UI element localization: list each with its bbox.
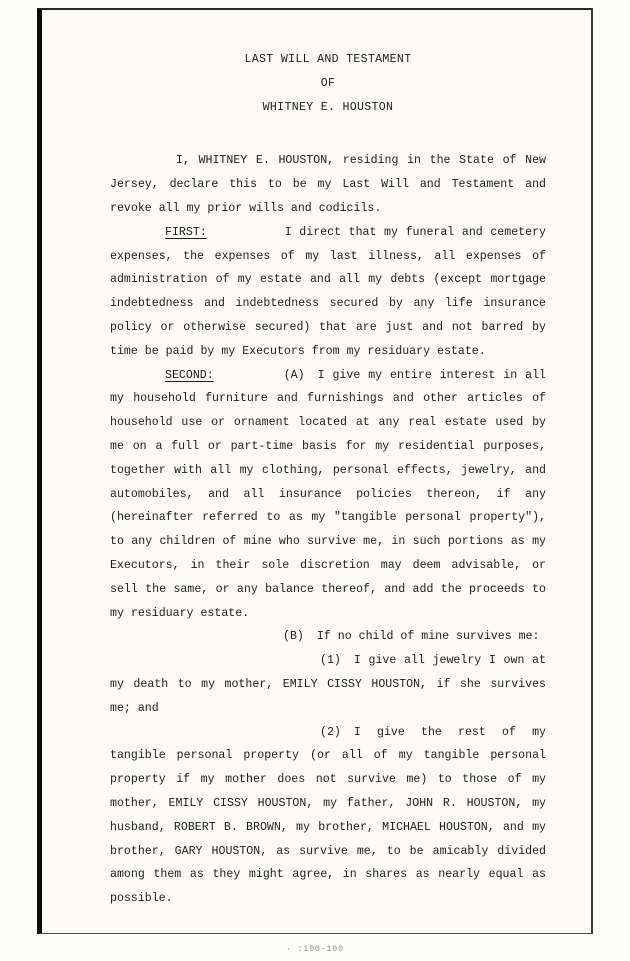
paragraph-clause-b1-text: I give all jewelry I own at my death to my mother, EMILY CISSY HOUSTON, if she survives me; and bbox=[110, 654, 546, 715]
paragraph-intro-text: I, WHITNEY E. HOUSTON, residing in the State of New Jersey, declare this to be my Last Will and Testament and revoke all my prior wills and codicils. bbox=[110, 154, 546, 215]
footer-stamp: · :100-100 bbox=[285, 945, 344, 954]
paragraph-intro bbox=[110, 149, 546, 220]
title-line-2: OF bbox=[320, 76, 336, 90]
clause-marker-b: (B) bbox=[283, 630, 304, 644]
clause-marker-2: (2) bbox=[320, 725, 341, 739]
clause-marker-1: (1) bbox=[320, 654, 341, 668]
clause-marker-a: (A) bbox=[283, 368, 305, 382]
paragraph-second bbox=[110, 364, 546, 626]
document-content bbox=[110, 48, 546, 911]
paragraph-second-text: I give my entire interest in all my household furniture and furnishings and other articles of household use or ornament located at any real estate used by me on a full or part-time basis for my residential purposes, together with all my clothing, personal effects, jewelry, and automobiles, and all insurance policies thereon, if any (hereinafter referred to as my "tangible personal property"), to any children of mine who survive me, in such portions as my Executors, in their sole discretion may deem advisable, or sell the same, or any balance thereof, and add the proceeds to my residuary estate. bbox=[110, 368, 546, 620]
paragraph-clause-b2 bbox=[110, 721, 546, 911]
paragraph-first-text: I direct that my funeral and cemetery expenses, the expenses of my last illness, all expenses of administration of my estate and all my debts (except mortgage indebtedness and indebtedness secured by any life insurance policy or otherwise secured) that are just and not barred by time be paid by my Executors from my residuary estate. bbox=[110, 225, 546, 358]
paragraph-clause-b-text: If no child of mine survives me: bbox=[316, 630, 540, 644]
clause-label-first: FIRST: bbox=[165, 225, 207, 239]
paragraph-clause-b1 bbox=[110, 649, 546, 720]
clause-label-second: SECOND: bbox=[165, 368, 214, 382]
title-line-3: WHITNEY E. HOUSTON bbox=[262, 100, 394, 114]
paragraph-clause-b bbox=[110, 625, 546, 649]
title-line-1: LAST WILL AND TESTAMENT bbox=[244, 53, 412, 66]
document-title-block bbox=[110, 48, 546, 119]
paragraph-first bbox=[110, 221, 546, 364]
paragraph-clause-b2-text: I give the rest of my tangible personal property (or all of my tangible personal property if my mother does not survive me) to those of my mother, EMILY CISSY HOUSTON, my father, JOHN R. HOUSTON, my husband, ROBERT B. BROWN, my brother, MICHAEL HOUSTON, and my brother, GARY HOUSTON, as survive me, to be amicably divided among them as they might agree, in shares as nearly equal as possible. bbox=[110, 725, 546, 906]
